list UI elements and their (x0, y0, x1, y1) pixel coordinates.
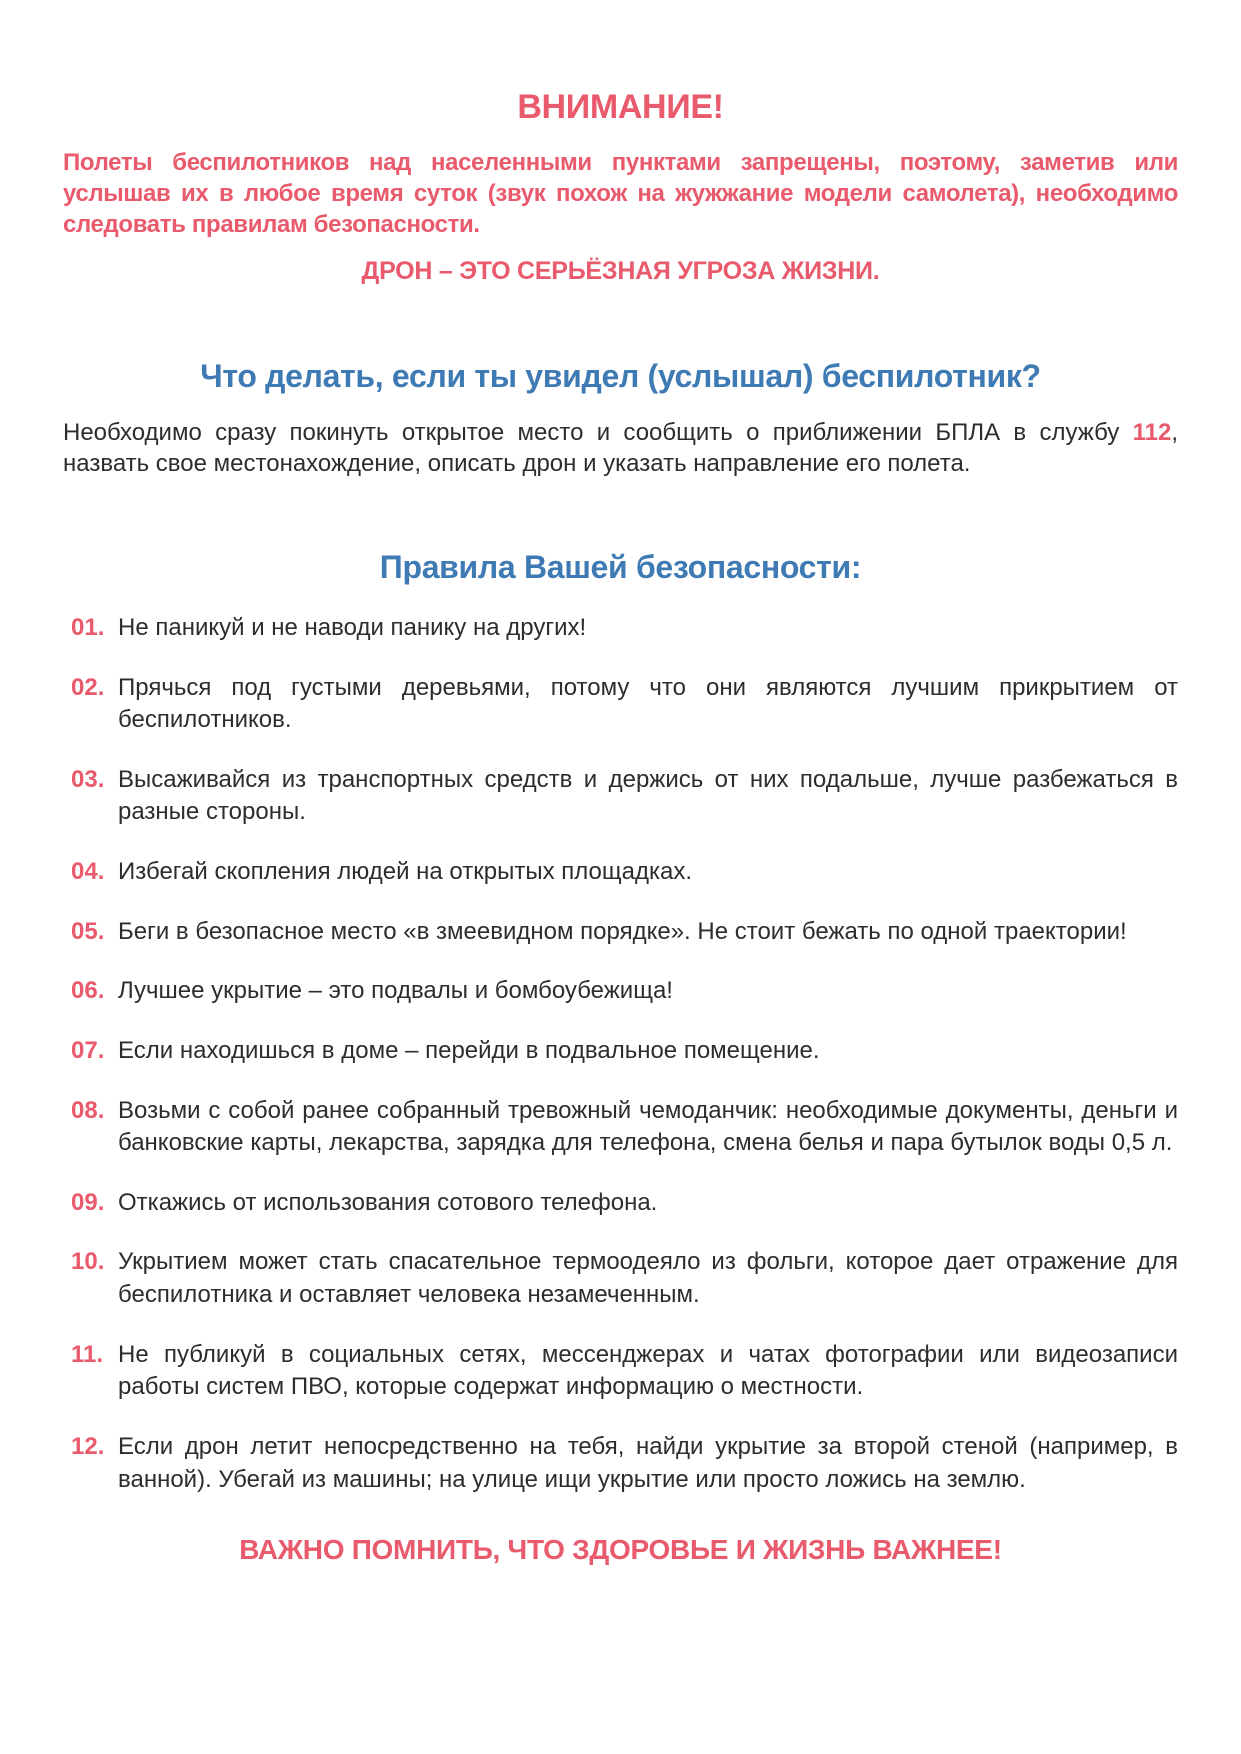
rule-text: Избегай скопления людей на открытых площадках. (118, 858, 692, 886)
rule-number: 03. (71, 765, 105, 793)
rule-text: Укрытием может стать спасательное термоодеяло из фольги, которое дает отражение для беспилотника и оставляет человека незамеченным. (118, 1248, 1178, 1309)
rule-text: Откажись от использования сотового телефона. (118, 1188, 658, 1216)
what-to-do-paragraph (63, 417, 1178, 479)
rule-item-02 (63, 672, 1178, 737)
drone-threat-slogan: ДРОН – ЭТО СЕРЬЁЗНАЯ УГРОЗА ЖИЗНИ. (361, 256, 880, 285)
rule-item-12 (63, 1431, 1178, 1496)
rule-number: 12. (71, 1432, 105, 1460)
rule-number: 08. (71, 1096, 105, 1124)
footer-reminder: ВАЖНО ПОМНИТЬ, ЧТО ЗДОРОВЬЕ И ЖИЗНЬ ВАЖНЕЕ! (239, 1534, 1002, 1566)
rule-item-03 (63, 764, 1178, 829)
rule-item-07 (63, 1035, 1178, 1068)
safety-rules-list (63, 612, 1178, 1496)
rule-item-09 (63, 1187, 1178, 1220)
rule-number: 07. (71, 1036, 105, 1064)
rule-number: 05. (71, 917, 105, 945)
rule-item-01 (63, 612, 1178, 645)
rule-text: Возьми с собой ранее собранный тревожный чемоданчик: необходимые документы, деньги и банковские карты, лекарства, зарядка для телефона, смена белья и пара бутылок воды 0,5 л. (118, 1096, 1178, 1157)
what-to-do-heading: Что делать, если ты увидел (услышал) беспилотник? (200, 357, 1041, 394)
rule-text: Лучшее укрытие – это подвалы и бомбоубежища! (118, 977, 673, 1005)
rule-item-04 (63, 856, 1178, 889)
rule-text: Если находишься в доме – перейди в подвальное помещение. (118, 1036, 820, 1064)
what-to-do-text-after: , назвать свое местонахождение, описать дрон и указать направление его полета. (63, 418, 1178, 477)
rule-number: 01. (71, 613, 105, 641)
rule-text: Прячься под густыми деревьями, потому что они являются лучшим прикрытием от беспилотников. (118, 673, 1178, 734)
rule-number: 11. (71, 1340, 104, 1368)
rule-text: Если дрон летит непосредственно на тебя, найди укрытие за второй стеной (например, в ванной). Убегай из машины; на улице ищи укрытие или просто ложись на землю. (118, 1432, 1178, 1493)
rule-number: 04. (71, 858, 105, 886)
attention-intro-paragraph: Полеты беспилотников над населенными пунктами запрещены, поэтому, заметив или услышав их в любое время суток (звук похож на жужжание модели самолета), необходимо следовать правилам безопасности. (63, 149, 1178, 239)
attention-title: ВНИМАНИЕ! (517, 88, 724, 126)
rule-number: 02. (71, 673, 105, 701)
rule-text: Не публикуй в социальных сетях, мессенджерах и чатах фотографии или видеозаписи работы систем ПВО, которые содержат информацию о местности. (118, 1340, 1178, 1401)
rule-item-11 (63, 1339, 1178, 1404)
rule-text: Беги в безопасное место «в змеевидном порядке». Не стоит бежать по одной траектории! (118, 917, 1127, 945)
what-to-do-text-before: Необходимо сразу покинуть открытое место и сообщить о приближении БПЛА в службу (63, 418, 1133, 446)
rule-number: 06. (71, 977, 105, 1005)
rule-number: 09. (71, 1188, 105, 1216)
emergency-number: 112 (1132, 418, 1172, 446)
rule-item-10 (63, 1246, 1178, 1311)
rules-heading: Правила Вашей безопасности: (379, 548, 862, 585)
rule-number: 10. (71, 1248, 105, 1276)
rule-text: Высаживайся из транспортных средств и держись от них подальше, лучше разбежаться в разные стороны. (118, 765, 1178, 826)
rule-item-08 (63, 1095, 1178, 1160)
rule-item-05 (63, 916, 1178, 949)
rule-text: Не паникуй и не наводи панику на других! (118, 613, 587, 641)
rule-item-06 (63, 975, 1178, 1008)
